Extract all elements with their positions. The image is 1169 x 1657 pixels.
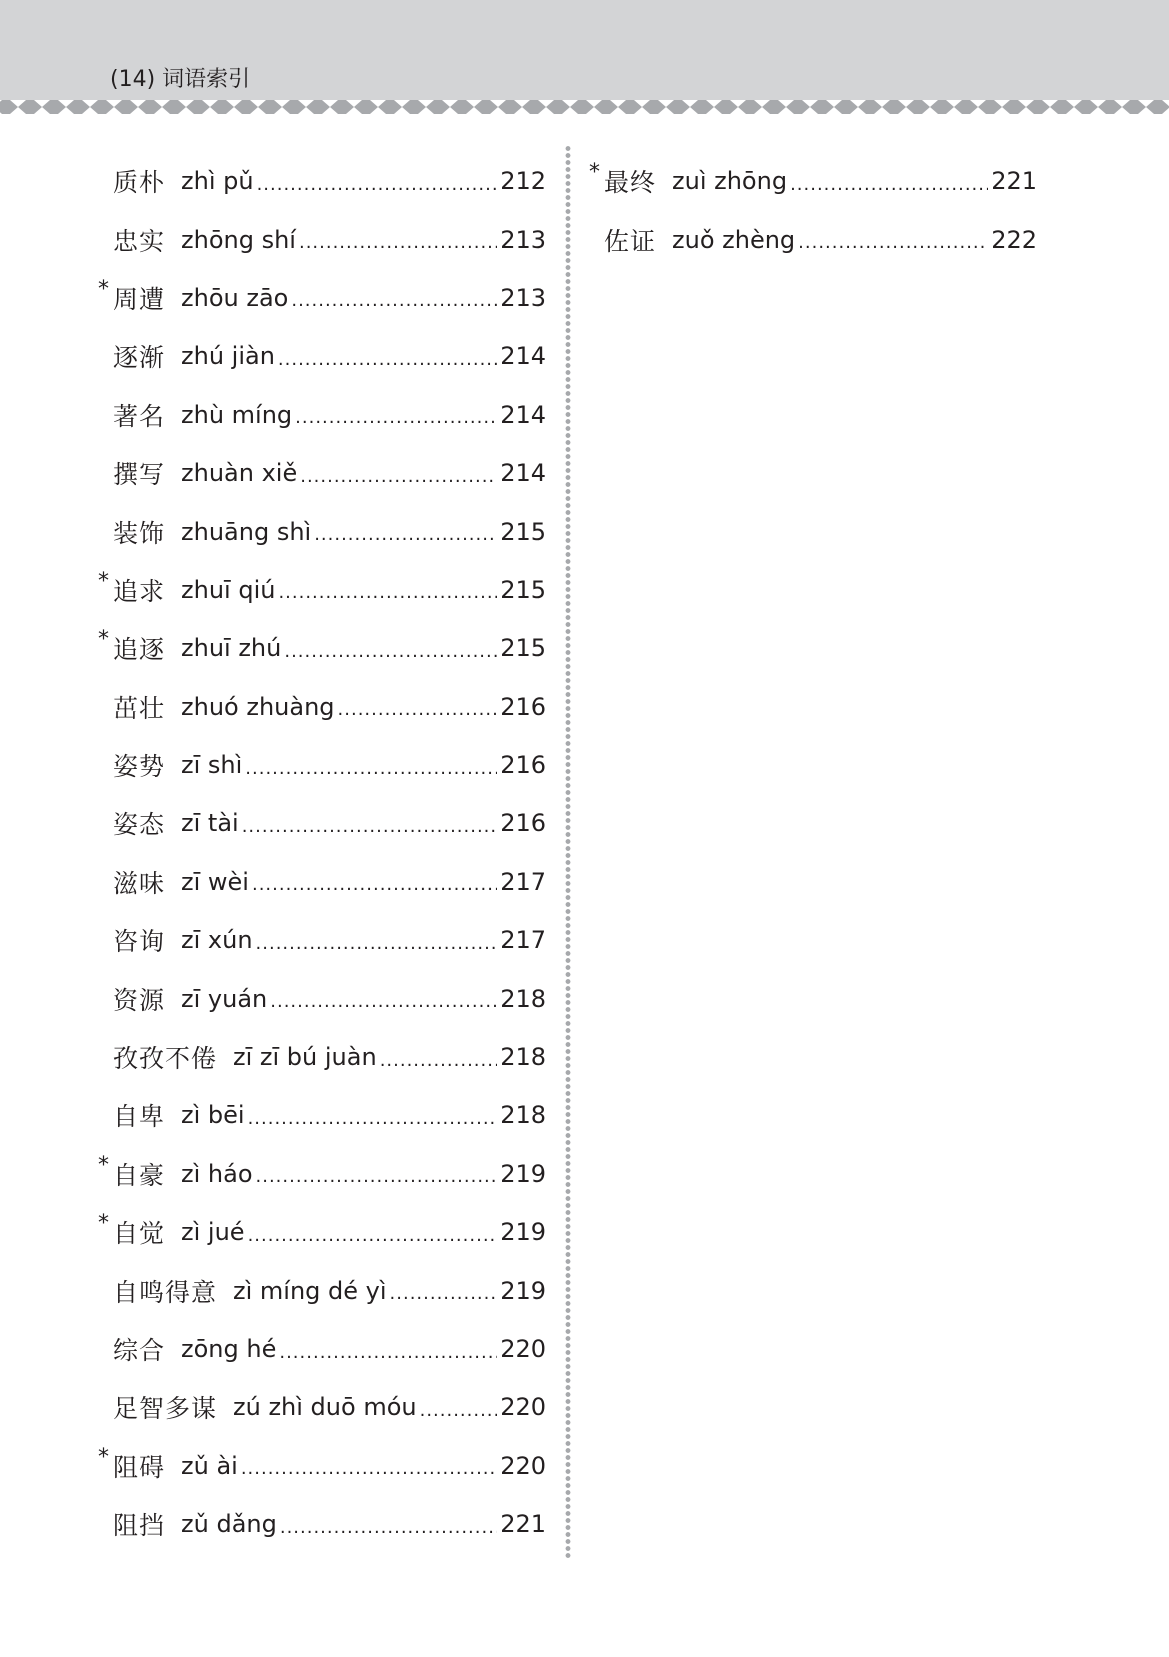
entry-word: 追求 [113, 576, 166, 606]
entry-word: 综合 [113, 1336, 166, 1365]
index-entry [113, 1261, 546, 1319]
dot-leader [798, 232, 988, 253]
entry-page-number: 219 [500, 1276, 546, 1305]
index-entry [113, 386, 546, 444]
entry-word: 自鸣得意 [113, 1277, 218, 1307]
index-entry [113, 152, 546, 210]
entry-pinyin: zī shì [181, 751, 243, 780]
entry-pinyin: zhuī zhú [181, 634, 282, 663]
entry-word: 著名 [113, 401, 166, 431]
entry-word: 自卑 [113, 1102, 166, 1132]
entry-pinyin: zōng hé [181, 1335, 277, 1363]
page-header [0, 0, 1169, 102]
entry-word: 装饰 [113, 518, 166, 548]
entry-pinyin: zì bēi [181, 1101, 245, 1130]
entry-pinyin: zhú jiàn [181, 342, 275, 371]
entry-pinyin: zī yuán [181, 984, 268, 1013]
entry-pinyin: zhōu zāo [181, 283, 289, 312]
entry-word: 茁壮 [113, 693, 166, 723]
entry-page-number: 216 [500, 751, 546, 780]
index-entry [113, 444, 546, 502]
entry-word: 资源 [113, 985, 166, 1015]
entry-word: 最终 [604, 168, 657, 198]
star-marker: * [98, 627, 109, 653]
entry-page-number: 216 [500, 809, 546, 838]
entry-pinyin: zǔ dǎng [181, 1510, 277, 1539]
index-entry [113, 1028, 546, 1086]
index-entry [113, 736, 546, 794]
entry-page-number: 218 [500, 1043, 546, 1072]
dot-leader [257, 174, 498, 195]
entry-page-number: 214 [500, 342, 546, 371]
dot-leader [279, 1342, 497, 1363]
entry-page-number: 215 [500, 634, 546, 663]
entry-word: 阻碍 [113, 1452, 166, 1482]
entry-word: 孜孜不倦 [113, 1044, 218, 1074]
dot-leader [291, 290, 497, 311]
entry-pinyin: zhì pǔ [181, 167, 254, 196]
entry-word: 追逐 [113, 635, 166, 665]
entry-page-number: 220 [500, 1393, 546, 1422]
entry-pinyin: zuǒ zhèng [672, 225, 796, 254]
index-entry [113, 969, 546, 1027]
entry-pinyin: zhuàn xiě [181, 459, 298, 488]
header-title: (14) 词语索引 [110, 67, 251, 92]
entry-pinyin: zǔ ài [181, 1451, 238, 1480]
dot-leader [299, 232, 497, 253]
index-entry [98, 269, 546, 327]
index-entry [98, 1437, 546, 1495]
entry-page-number: 219 [500, 1218, 546, 1247]
index-entry [113, 1086, 546, 1144]
entry-word: 阻挡 [113, 1511, 166, 1541]
entry-page-number: 219 [500, 1159, 546, 1188]
entry-page-number: 217 [500, 926, 546, 955]
index-entry [113, 911, 546, 969]
entry-page-number: 214 [500, 400, 546, 429]
index-entry [113, 502, 546, 560]
dot-leader [278, 349, 497, 370]
entry-pinyin: zī xún [181, 926, 253, 955]
entry-pinyin: zhuī qiú [181, 575, 276, 604]
entry-word: 咨询 [113, 927, 166, 957]
index-left-column [98, 152, 546, 1553]
index-entry [113, 327, 546, 385]
dot-leader [248, 1108, 498, 1129]
dot-leader [280, 1517, 497, 1538]
index-entry [113, 678, 546, 736]
dot-leader [278, 582, 497, 603]
entry-word: 逐渐 [113, 343, 166, 373]
index-entry [589, 152, 1037, 210]
entry-page-number: 217 [500, 867, 546, 896]
entry-pinyin: zì jué [181, 1218, 245, 1247]
dot-leader [270, 991, 497, 1012]
entry-page-number: 222 [991, 225, 1037, 254]
star-marker: * [98, 568, 109, 594]
dot-leader [300, 466, 497, 487]
dot-leader [338, 699, 498, 720]
dot-leader [256, 1166, 498, 1187]
entry-pinyin: zhuāng shì [181, 517, 312, 546]
star-marker: * [98, 1444, 109, 1470]
entry-word: 自豪 [113, 1160, 166, 1190]
entry-pinyin: zhōng shí [181, 225, 296, 254]
entry-page-number: 212 [500, 167, 546, 196]
dot-leader [790, 174, 988, 195]
dot-leader [248, 1225, 498, 1246]
entry-page-number: 213 [500, 225, 546, 254]
index-entry [113, 794, 546, 852]
entry-word: 姿势 [113, 752, 166, 782]
dot-leader [420, 1400, 498, 1421]
star-marker: * [589, 160, 600, 185]
dot-leader [284, 641, 497, 662]
entry-page-number: 221 [500, 1510, 546, 1539]
index-entry [98, 1203, 546, 1261]
entry-word: 自觉 [113, 1219, 166, 1249]
entry-word: 忠实 [113, 226, 166, 256]
entry-pinyin: zhuó zhuàng [181, 692, 335, 721]
entry-page-number: 216 [500, 692, 546, 721]
index-entry [113, 1495, 546, 1553]
dot-leader [380, 1050, 498, 1071]
dot-leader [314, 524, 497, 545]
entry-page-number: 221 [991, 167, 1037, 196]
entry-word: 撰写 [113, 460, 166, 490]
entry-word: 足智多谋 [113, 1394, 218, 1424]
star-marker: * [98, 1211, 109, 1237]
star-marker: * [98, 1152, 109, 1178]
dot-leader [256, 933, 498, 954]
diamond-pattern-icon [0, 100, 1169, 114]
entry-pinyin: zú zhì duō móu [233, 1393, 417, 1422]
index-entry [113, 1378, 546, 1436]
entry-word: 滋味 [113, 868, 166, 898]
entry-page-number: 214 [500, 459, 546, 488]
entry-pinyin: zuì zhōng [672, 167, 788, 196]
entry-page-number: 218 [500, 984, 546, 1013]
dot-leader [241, 1458, 497, 1479]
entry-pinyin: zì háo [181, 1159, 253, 1188]
entry-pinyin: zī zī bú juàn [233, 1043, 377, 1072]
entry-word: 佐证 [604, 226, 657, 256]
index-entry [113, 1320, 546, 1378]
entry-pinyin: zì míng dé yì [233, 1276, 387, 1305]
entry-page-number: 220 [500, 1451, 546, 1480]
star-marker: * [98, 276, 109, 302]
entry-pinyin: zī wèi [181, 867, 249, 896]
index-entry [113, 210, 546, 268]
index-entry [98, 619, 546, 677]
entry-word: 周遭 [113, 284, 166, 314]
entry-page-number: 218 [500, 1101, 546, 1130]
entry-page-number: 215 [500, 575, 546, 604]
index-entry [98, 1145, 546, 1203]
dot-leader [295, 407, 497, 428]
dot-leader [242, 816, 497, 837]
entry-pinyin: zhù míng [181, 400, 293, 429]
column-divider [565, 145, 571, 1560]
index-right-column [589, 152, 1037, 269]
entry-page-number: 213 [500, 283, 546, 312]
index-entry [604, 210, 1037, 268]
dot-leader [390, 1283, 498, 1304]
entry-page-number: 215 [500, 517, 546, 546]
entry-page-number: 220 [500, 1335, 546, 1363]
index-entry [113, 853, 546, 911]
index-entry [98, 561, 546, 619]
entry-word: 质朴 [113, 168, 166, 198]
decorative-pattern-band [0, 100, 1169, 114]
dot-leader [252, 874, 497, 895]
dot-leader [245, 758, 497, 779]
entry-word: 姿态 [113, 810, 166, 840]
entry-pinyin: zī tài [181, 809, 239, 838]
